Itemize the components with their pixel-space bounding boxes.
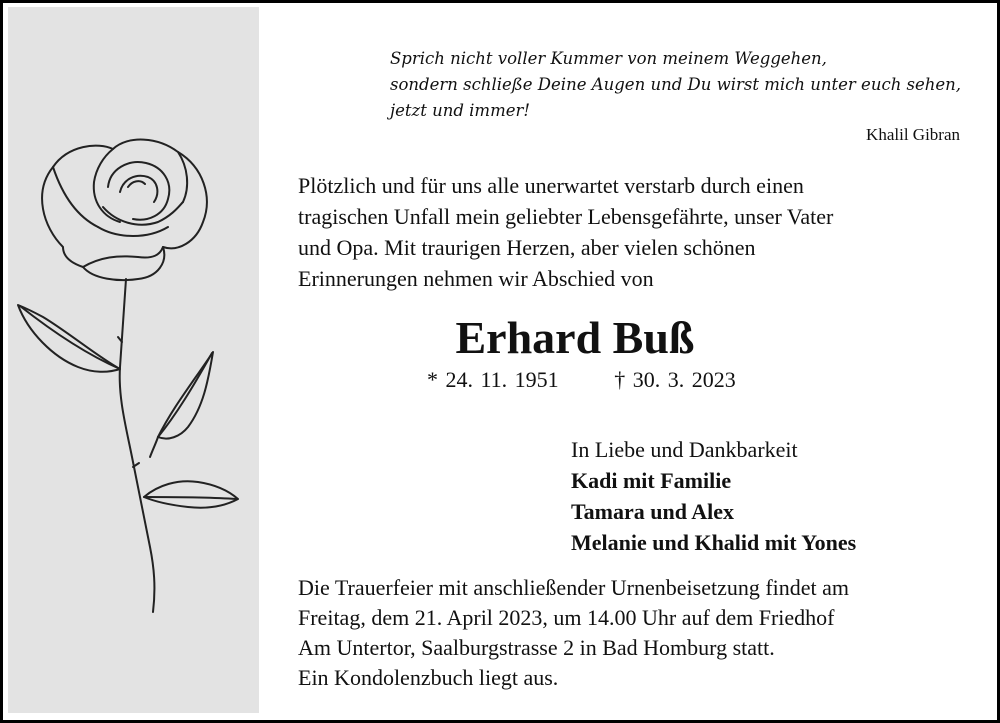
funeral-details [298, 573, 978, 693]
intro-line: Erinnerungen nehmen wir Abschied von [298, 266, 654, 291]
quote-line: jetzt und immer! [390, 101, 530, 120]
intro-text [298, 170, 978, 294]
funeral-line: Am Untertor, Saalburgstrasse 2 in Bad Homburg statt. [298, 635, 775, 660]
life-dates [427, 367, 736, 393]
mourners-block [571, 434, 856, 558]
intro-line: tragischen Unfall mein geliebter Lebensgefährte, unser Vater [298, 204, 834, 229]
funeral-line: Freitag, dem 21. April 2023, um 14.00 Uhr auf dem Friedhof [298, 605, 835, 630]
quote-author: Khalil Gibran [866, 125, 960, 144]
deceased-name: Erhard Buß [455, 312, 695, 363]
funeral-line: Die Trauerfeier mit anschließender Urnenbeisetzung findet am [298, 575, 850, 600]
rose-icon [8, 107, 259, 627]
mourner-signature: Kadi mit Familie [571, 468, 732, 493]
mourner-signature: Melanie und Khalid mit Yones [571, 530, 857, 555]
birth-date: * 24. 11. 1951 [427, 367, 559, 392]
intro-line: Plötzlich und für uns alle unerwartet verstarb durch einen [298, 173, 804, 198]
quote-line: Sprich nicht voller Kummer von meinem Weggehen, [390, 49, 827, 68]
quote-block [390, 46, 970, 124]
decorative-sidebar [8, 7, 259, 713]
intro-line: und Opa. Mit traurigen Herzen, aber vielen schönen [298, 235, 756, 260]
mourner-signature: Tamara und Alex [571, 499, 735, 524]
quote-line: sondern schließe Deine Augen und Du wirst mich unter euch sehen, [390, 75, 962, 94]
funeral-line: Ein Kondolenzbuch liegt aus. [298, 665, 559, 690]
death-date: † 30. 3. 2023 [614, 367, 736, 392]
thanks-heading: In Liebe und Dankbarkeit [571, 437, 798, 462]
